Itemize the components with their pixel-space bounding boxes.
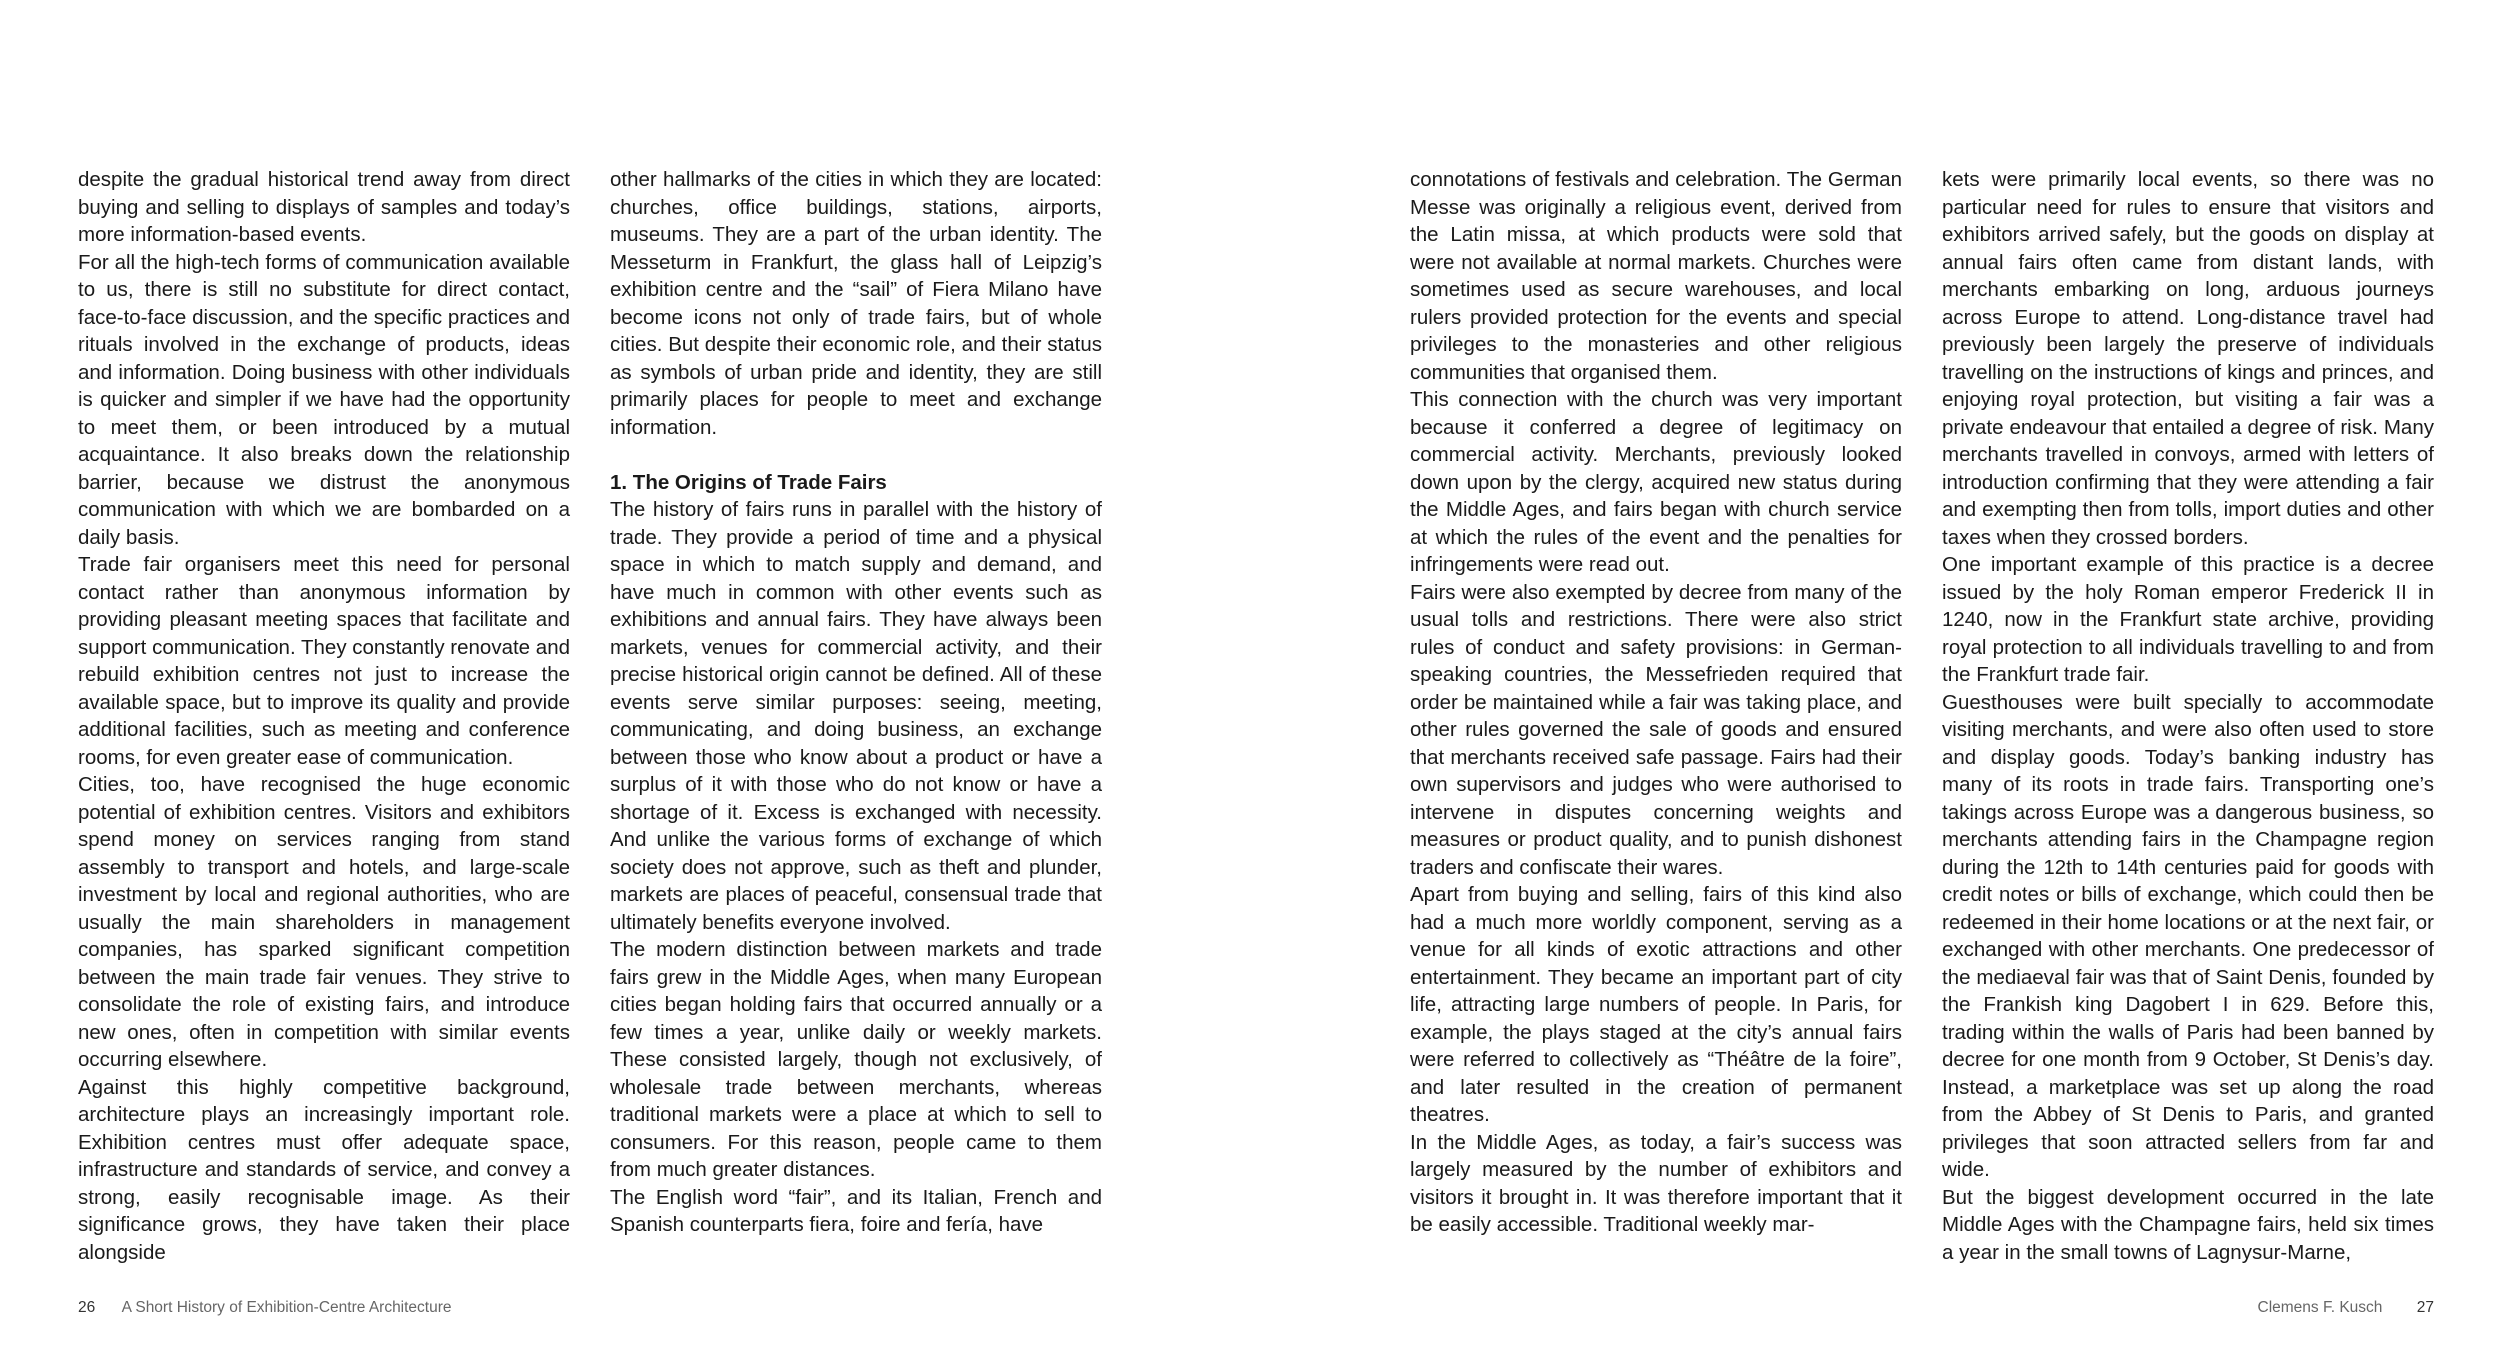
paragraph: Against this highly competitive background, architecture plays an increasingly important role. Exhibition centres must offer adequate space, infrastructure and standards of service, and convey a strong, easily recognisable image. As their significance grows, they have taken their place alongside [78,1075,570,1264]
right-page-column-1 [1410,166,1902,1239]
page-number: 26 [78,1299,96,1316]
paragraph: Apart from buying and selling, fairs of this kind also had a much more worldly component, serving as a venue for all kinds of exotic attractions and other entertainment. They became an important part of city life, attracting large numbers of people. In Paris, for example, the plays staged at the city’s annual fairs were referred to collectively as “Théâtre de la foire”, and later resulted in the creation of permanent theatres. [1410,883,1902,1126]
section-spacer [610,441,1102,469]
paragraph: Trade fair organisers meet this need for personal contact rather than anonymous information by providing pleasant meeting spaces that facilitate and support communication. They constantly renovate and rebuild exhibition centres not just to increase the available space, but to improve its quality and provide additional facilities, such as meeting and conference rooms, for even greater ease of communication. [78,553,570,769]
paragraph: One important example of this practice is a decree issued by the holy Roman emperor Frederick II in 1240, now in the Frankfurt state archive, providing royal protection to all individuals travelling to and from the Frankfurt trade fair. [1942,553,2434,686]
paragraph: kets were primarily local events, so there was no particular need for rules to ensure that visitors and exhibitors arrived safely, but the goods on display at annual fairs often came from distant lands, with merchants embarking on long, arduous journeys across Europe to attend. Long-distance travel had previously been largely the preserve of individuals travelling on the instructions of kings and princes, and enjoying royal protection, but visiting a fair was a private endeavour that entailed a degree of risk. Many merchants travelled in convoys, armed with letters of introduction confirming that they were attending a fair and exempting then from tolls, import duties and other taxes when they crossed borders. [1942,168,2434,549]
page-number: 27 [2416,1299,2434,1316]
paragraph: Fairs were also exempted by decree from many of the usual tolls and restrictions. There were also strict rules of conduct and safety provisions: in German-speaking countries, the Messefrieden required that order be maintained while a fair was taking place, and other rules governed the sale of goods and ensured that merchants received safe passage. Fairs had their own supervisors and judges who were authorised to intervene in disputes concerning weights and measures or product quality, and to punish dishonest traders and confiscate their wares. [1410,580,1902,879]
paragraph: The modern distinction between markets and trade fairs grew in the Middle Ages, when many European cities began holding fairs that occurred annually or a few times a year, unlike daily or weekly markets. These consisted largely, though not exclusively, of wholesale trade between merchants, whereas traditional markets were a place at which to sell to consumers. For this reason, people came to them from much greater distances. [610,938,1102,1181]
paragraph: despite the gradual historical trend away from direct buying and selling to displays of samples and today’s more information-based events. [78,168,570,246]
paragraph: This connection with the church was very important because it conferred a degree of legitimacy on commercial activity. Merchants, previously looked down upon by the clergy, acquired new status during the Middle Ages, and fairs began with church service at which the rules of the event and the penalties for infringements were read out. [1410,388,1902,576]
paragraph: The English word “fair”, and its Italian, French and Spanish counterparts fiera, foire and fería, have [610,1185,1102,1236]
left-page-column-1 [78,166,570,1266]
right-page-footer [2258,1298,2434,1318]
section-heading: 1. The Origins of Trade Fairs [610,470,887,494]
right-page-column-2 [1942,166,2434,1266]
running-title: A Short History of Exhibition-Centre Architecture [121,1299,452,1316]
paragraph: Cities, too, have recognised the huge economic potential of exhibition centres. Visitors and exhibitors spend money on services ranging from stand assembly to transport and hotels, and large-scale investment by local and regional authorities, who are usually the main shareholders in management companies, has sparked significant competition between the main trade fair venues. They strive to consolidate the role of existing fairs, and introduce new ones, often in competition with similar events occurring elsewhere. [78,773,570,1071]
paragraph: Guesthouses were built specially to accommodate visiting merchants, and were also often used to store and display goods. Today’s banking industry has many of its roots in trade fairs. Transporting one’s takings across Europe was a dangerous business, so merchants attending fairs in the Champagne region during the 12th to 14th centuries paid for goods with credit notes or bills of exchange, which could then be redeemed in their home locations or at the next fair, or exchanged with other merchants. One predecessor of the mediaeval fair was that of Saint Denis, founded by the Frankish king Dagobert I in 629. Before this, trading within the walls of Paris had been banned by decree for one month from 9 October, St Denis’s day. Instead, a marketplace was set up along the road from the Abbey of St Denis to Paris, and granted privileges that soon attracted sellers from far and wide. [1942,690,2434,1181]
left-page-footer [78,1298,452,1318]
paragraph: But the biggest development occurred in the late Middle Ages with the Champagne fairs, held six times a year in the small towns of Lagnysur-Marne, [1942,1185,2434,1264]
paragraph: The history of fairs runs in parallel with the history of trade. They provide a period of time and a physical space in which to match supply and demand, and have much in common with other events such as exhibitions and annual fairs. They have always been markets, venues for commercial activity, and their precise historical origin cannot be defined. All of these events serve similar purposes: seeing, meeting, communicating, and doing business, an exchange between those who know about a product or have a surplus of it with those who do not know or have a shortage of it. Excess is exchanged with necessity. And unlike the various forms of exchange of which society does not approve, such as theft and plunder, markets are places of peaceful, consensual trade that ultimately benefits everyone involved. [610,498,1102,934]
left-page-column-2 [610,166,1102,1239]
paragraph: connotations of festivals and celebration. The German Messe was originally a religious event, derived from the Latin missa, at which products were sold that were not available at normal markets. Churches were sometimes used as secure warehouses, and local rulers provided protection for the events and special privileges to the monasteries and other religious communities that organised them. [1410,168,1902,384]
paragraph: In the Middle Ages, as today, a fair’s success was largely measured by the number of exhibitors and visitors it brought in. It was therefore important that it be easily accessible. Traditional weekly mar- [1410,1130,1902,1236]
paragraph: For all the high-tech forms of communication available to us, there is still no substitute for direct contact, face-to-face discussion, and the specific practices and rituals involved in the exchange of products, ideas and information. Doing business with other individuals is quicker and simpler if we have had the opportunity to meet them, or been introduced by a mutual acquaintance. It also breaks down the relationship barrier, because we distrust the anonymous communication with which we are bombarded on a daily basis. [78,250,570,549]
paragraph: other hallmarks of the cities in which they are located: churches, office buildings, stations, airports, museums. They are a part of the urban identity. The Messeturm in Frankfurt, the glass hall of Leipzig’s exhibition centre and the “sail” of Fiera Milano have become icons not only of trade fairs, but of whole cities. But despite their economic role, and their status as symbols of urban pride and identity, they are still primarily places for people to meet and exchange information. [610,168,1102,439]
author-name: Clemens F. Kusch [2257,1299,2383,1316]
